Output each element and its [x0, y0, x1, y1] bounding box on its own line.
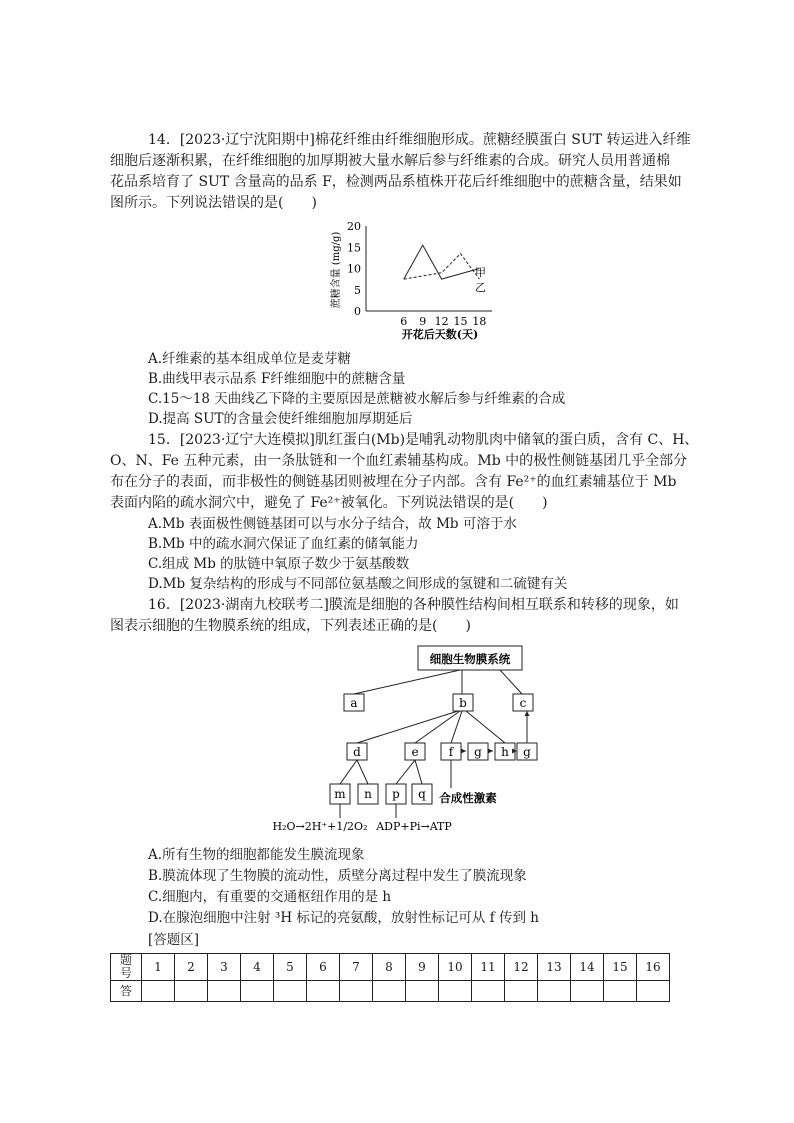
- q15-option-c: C.组成 Mb 的肽链中氧原子数少于氨基酸数: [148, 556, 410, 572]
- series-line-yi: [404, 245, 480, 279]
- answer-cell[interactable]: [241, 981, 274, 1002]
- q16-line-1: 16．[2023·湖南九校联考二]膜流是细胞的各种膜性结构间相互联系和转移的现象，如: [148, 597, 679, 613]
- question-number-cell: 14: [571, 954, 604, 981]
- q15-line-3: 布在分子的表面，而非极性的侧链基团则被埋在分子内部。含有 Fe²⁺的血红素辅基位于 Mb: [110, 474, 677, 490]
- y-tick-label: 15: [347, 241, 361, 255]
- question-number-cell: 2: [175, 954, 208, 981]
- y-tick-label: 20: [347, 222, 361, 233]
- q16-option-c: C.细胞内，有重要的交通枢纽作用的是 h: [148, 889, 392, 905]
- question-number-cell: 9: [406, 954, 439, 981]
- node-q: q: [418, 787, 426, 801]
- answer-cell[interactable]: [208, 981, 241, 1002]
- node-g-2: g: [523, 745, 531, 759]
- answer-cell[interactable]: [505, 981, 538, 1002]
- answer-cell[interactable]: [472, 981, 505, 1002]
- node-c: c: [519, 696, 527, 710]
- question-number-cell: 13: [538, 954, 571, 981]
- answer-area-title: [答题区]: [148, 932, 200, 948]
- equation-water: H₂O→2H⁺+1/2O₂: [272, 820, 368, 833]
- q15-line-4: 表面内陷的疏水洞穴中，避免了 Fe²⁺被氧化。下列说法错误的是( ): [110, 495, 548, 511]
- y-tick-label: 0: [354, 305, 361, 318]
- answer-cell[interactable]: [604, 981, 637, 1002]
- x-tick-label: 18: [472, 315, 487, 328]
- q14-line-4: 图所示。下列说法错误的是( ): [110, 195, 317, 211]
- question-number-cell: 3: [208, 954, 241, 981]
- answer-cell[interactable]: [340, 981, 373, 1002]
- node-p: p: [392, 787, 400, 801]
- x-tick-label: 15: [453, 315, 468, 328]
- q16-line-2: 图表示细胞的生物膜系统的组成，下列表述正确的是( ): [110, 618, 471, 634]
- q15-option-a: A.Mb 表面极性侧链基团可以与水分子结合，故 Mb 可溶于水: [148, 516, 517, 532]
- question-number-cell: 8: [373, 954, 406, 981]
- question-number-cell: 7: [340, 954, 373, 981]
- chart-xlabel: 开花后天数(天): [401, 328, 479, 341]
- q15-option-d: D.Mb 复杂结构的形成与不同部位氨基酸之间形成的氢键和二硫键有关: [148, 576, 568, 592]
- y-tick-label: 5: [354, 283, 361, 297]
- node-a: a: [350, 696, 358, 710]
- answer-cell[interactable]: [274, 981, 307, 1002]
- q16-option-b: B.膜流体现了生物膜的流动性，质壁分离过程中发生了膜流现象: [148, 868, 527, 884]
- question-number-cell: 11: [472, 954, 505, 981]
- answer-cell[interactable]: [439, 981, 472, 1002]
- node-d: d: [353, 745, 361, 759]
- question-number-cell: 6: [307, 954, 340, 981]
- q15-line-1: 15．[2023·辽宁大连模拟]肌红蛋白(Mb)是哺乳动物肌肉中储氧的蛋白质，含有 C、H、: [148, 432, 699, 448]
- q16-option-d: D.在腺泡细胞中注射 ³H 标记的亮氨酸，放射性标记可从 f 传到 h: [148, 910, 539, 926]
- answer-cell[interactable]: [307, 981, 340, 1002]
- node-e: e: [411, 745, 419, 759]
- diagram-root: 细胞生物膜系统: [429, 652, 511, 666]
- node-b: b: [459, 696, 467, 710]
- chart-ylabel: 蔗糖含量 (mg/g): [331, 231, 342, 309]
- question-number-cell: 16: [637, 954, 670, 981]
- q14-line-1: 14．[2023·辽宁沈阳期中]棉花纤维由纤维细胞形成。蔗糖经膜蛋白 SUT 转运进入纤维: [148, 132, 691, 148]
- label-sex-hormone: 合成性激素: [439, 791, 497, 805]
- sucrose-line-chart: [322, 222, 497, 344]
- q16-option-a: A.所有生物的细胞都能发生膜流现象: [148, 847, 365, 863]
- answer-cell[interactable]: [175, 981, 208, 1002]
- node-h: h: [501, 745, 509, 759]
- question-number-cell: 12: [505, 954, 538, 981]
- x-tick-label: 6: [400, 315, 408, 328]
- q15-option-b: B.Mb 中的疏水洞穴保证了血红素的储氧能力: [148, 536, 419, 552]
- answer-cell[interactable]: [571, 981, 604, 1002]
- membrane-system-diagram: [270, 640, 570, 840]
- question-number-cell: 10: [439, 954, 472, 981]
- legend-jia: 甲: [475, 266, 486, 279]
- series-line-jia: [404, 254, 480, 280]
- q14-line-2: 细胞后逐渐积累，在纤维细胞的加厚期被大量水解后参与纤维素的合成。研究人员用普通棉: [110, 153, 670, 169]
- x-tick-label: 9: [419, 315, 427, 328]
- q14-option-b: B.曲线甲表示品系 F纤维细胞中的蔗糖含量: [148, 371, 406, 387]
- x-tick-label: 12: [434, 315, 449, 328]
- node-f: f: [448, 745, 454, 759]
- question-number-cell: 5: [274, 954, 307, 981]
- answer-label-cell: 答: [111, 981, 142, 1002]
- answer-cell[interactable]: [538, 981, 571, 1002]
- header-label-cell: 题 号: [111, 954, 142, 981]
- answer-cell[interactable]: [406, 981, 439, 1002]
- node-g: g: [474, 745, 482, 759]
- q14-option-a: A.纤维素的基本组成单位是麦芽糖: [148, 351, 352, 367]
- q14-option-d: D.提高 SUT的含量会使纤维细胞加厚期延后: [148, 411, 413, 427]
- answer-cell[interactable]: [373, 981, 406, 1002]
- answer-cell[interactable]: [142, 981, 175, 1002]
- node-m: m: [334, 787, 346, 801]
- q14-line-3: 花品系培育了 SUT 含量高的品系 F，检测两品系植株开花后纤维细胞中的蔗糖含量，结果如: [110, 174, 682, 190]
- question-number-cell: 1: [142, 954, 175, 981]
- equation-atp: ADP+Pi→ATP: [376, 820, 452, 833]
- q14-option-c: C.15～18 天曲线乙下降的主要原因是蔗糖被水解后参与纤维素的合成: [148, 391, 566, 407]
- question-number-cell: 15: [604, 954, 637, 981]
- node-n: n: [364, 787, 372, 801]
- answer-table: [110, 953, 670, 1002]
- question-number-cell: 4: [241, 954, 274, 981]
- y-tick-label: 10: [347, 262, 361, 276]
- answer-cell[interactable]: [637, 981, 670, 1002]
- q15-line-2: O、N、Fe 五种元素，由一条肽链和一个血红素辅基构成。Mb 中的极性侧链基团几乎全部分: [110, 453, 688, 469]
- legend-yi: 乙: [475, 281, 486, 294]
